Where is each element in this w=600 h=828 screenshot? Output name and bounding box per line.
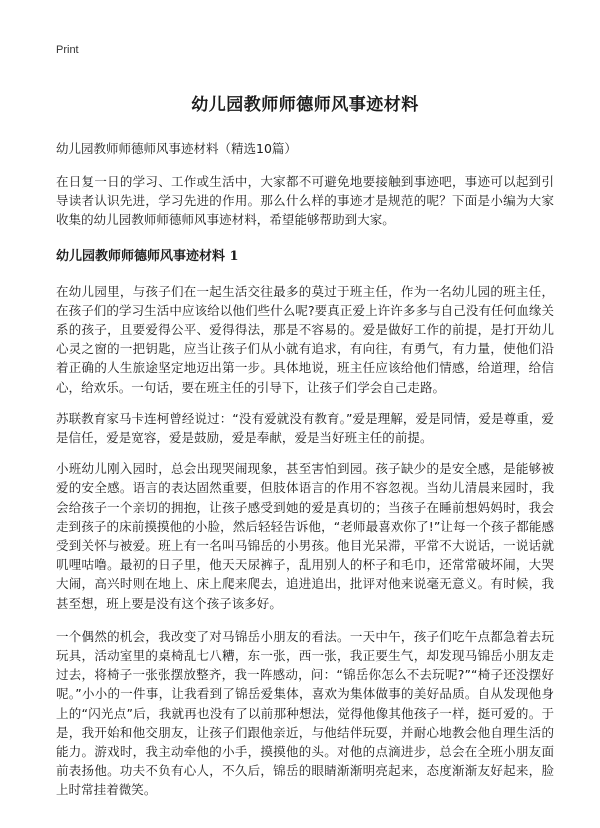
section-paragraph-3: 小班幼儿刚入园时，总会出现哭闹现象，甚至害怕到园。孩子缺少的是安全感，是能够被爱的安全感。语言的表达固然重要，但肢体语言的作用不容忽视。当幼儿清晨来园时，我会给孩子一个亲切的拥抱，让孩子感受到她的爱是真切的；当孩子在睡前想妈妈时，我会走到孩子的床前摸摸他的小脸，然后轻轻告诉他，“老师最喜欢你了!”让每一个孩子都能感受到关怀与被爱。班上有一名叫马锦岳的小男孩。他目光呆滞，平常不大说话，一说话就叽哩咕噜。最初的日子里，他天天尿裤子，乱用别人的杯子和毛巾，还常常破坏闹，大哭大闹，高兴时则在地上、床上爬来爬去，追进追出，批评对他来说毫无意义。有时候，我甚至想，班上要是没有这个孩子该多好。: [56, 461, 554, 611]
section-heading: 幼儿园教师师德师风事迹材料 1: [56, 248, 239, 264]
page-title: 幼儿园教师师德师风事迹材料: [191, 95, 419, 115]
section-paragraph-2: 苏联教育家马卡连柯曾经说过：“没有爱就没有教育。”爱是理解，爱是同情，爱是尊重，爱是信任，爱是宽容，爱是鼓励，爱是奉献，爱是当好班主任的前提。: [56, 410, 554, 446]
print-link[interactable]: Print: [56, 44, 79, 56]
intro-paragraph: 在日复一日的学习、工作或生活中，大家都不可避免地要接触到事迹吧，事迹可以起到引导读者认识先进，学习先进的作用。那么什么样的事迹才是规范的呢？下面是小编为大家收集的幼儿园教师师德师风事迹材料，希望能够帮助到大家。: [56, 174, 554, 228]
document-subtitle: 幼儿园教师师德师风事迹材料（精选10篇）: [56, 141, 297, 156]
section-paragraph-4: 一个偶然的机会，我改变了对马锦岳小朋友的看法。一天中午，孩子们吃午点都急着去玩玩具，活动室里的桌椅乱七八糟，东一张，西一张，我正要生气，却发现马锦岳小朋友走过去，将椅子一张张摆放整齐，我一阵感动，问：“锦岳你怎么不去玩呢?”“椅子还没摆好呢。”小小的一件事，让我看到了锦岳爱集体，喜欢为集体做事的美好品质。自从发现他身上的“闪光点”后，我就再也没有了以前那种想法，觉得他像其他孩子一样，挺可爱的。于是，我开始和他交朋友，让孩子们跟他亲近，与他结伴玩耍，并耐心地教会他自理生活的能力。游戏时，我主动牵他的小手，摸摸他的头。对他的点滴进步，总会在全班小朋友面前表扬他。功夫不负有心人，不久后，锦岳的眼睛渐渐明亮起来，态度渐渐友好起来，脸上时常挂着微笑。: [56, 628, 554, 798]
section-paragraph-1: 在幼儿园里，与孩子们在一起生活交往最多的莫过于班主任，作为一名幼儿园的班主任，在孩子们的学习生活中应该给以他们些什么呢?要真正爱上许许多多与自己没有任何血缘关系的孩子，且要爱得公平、爱得得法，那是不容易的。爱是做好工作的前提，是打开幼儿心灵之窗的一把钥匙，应当让孩子们从小就有追求，有向往，有勇气，有力量，使他们沿着正确的人生旅途坚定地迈出第一步。具体地说，班主任应该给他们情感，给道理，给信心，给欢乐。一句话，要在班主任的引导下，让孩子们学会自己走路。: [56, 283, 554, 395]
